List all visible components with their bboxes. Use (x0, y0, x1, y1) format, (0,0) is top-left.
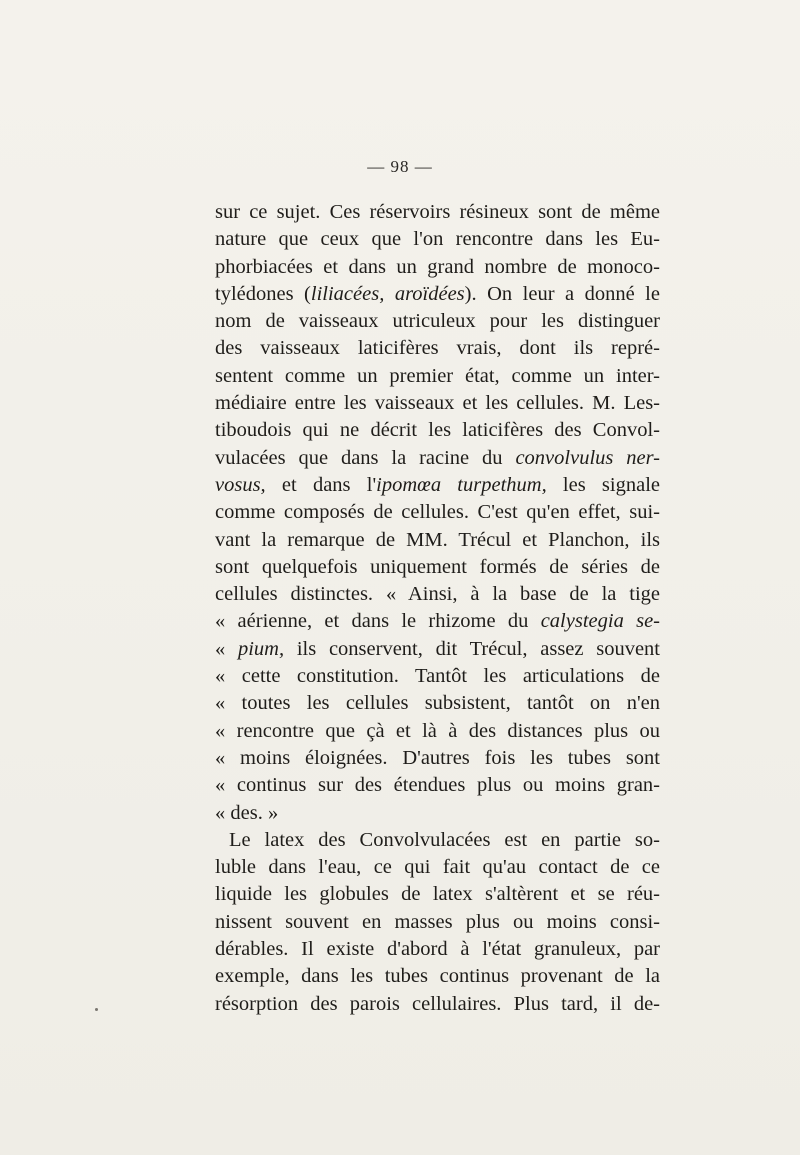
text-line-18: « cette constitution. Tantôt les articulations de (215, 665, 660, 688)
text-line-8: médiaire entre les vaisseaux et les cellules. M. Les- (215, 392, 660, 415)
italic-term: ipomœa turpethum, (376, 473, 547, 496)
text-line-26: liquide les globules de latex s'altèrent et se réu- (215, 883, 660, 906)
text-run: tylédones ( (215, 282, 311, 305)
text-line-6: des vaisseaux laticifères vrais, dont ils repré- (215, 337, 660, 360)
paper-speck (95, 1008, 98, 1011)
text-run: ils conservent, dit Trécul, assez souvent (284, 637, 660, 660)
italic-term: convolvulus ner- (515, 446, 660, 469)
text-line-3: phorbiacées et dans un grand nombre de monoco- (215, 255, 660, 278)
text-line-30: résorption des parois cellulaires. Plus tard, il de- (215, 992, 660, 1015)
italic-term: vosus, (215, 473, 266, 496)
text-line-28: dérables. Il existe d'abord à l'état granuleux, par (215, 938, 660, 961)
page-number: — 98 — (367, 157, 433, 176)
text-line-9: tiboudois qui ne décrit les laticifères des Convol- (215, 419, 660, 442)
text-line-23: « des. » (215, 801, 279, 824)
text-line-1: sur ce sujet. Ces réservoirs résineux sont de même (215, 201, 660, 223)
italic-term: pium, (237, 637, 285, 660)
text-line-2: nature que ceux que l'on rencontre dans les Eu- (215, 228, 660, 251)
text-line-13: vant la remarque de MM. Trécul et Planchon, ils (215, 528, 660, 551)
text-line-22: « continus sur des étendues plus ou moins gran- (215, 774, 660, 797)
text-line-25: luble dans l'eau, ce qui fait qu'au contact de ce (215, 856, 660, 879)
body-text (215, 199, 660, 1018)
text-line-24: Le latex des Convolvulacées est en partie so- (229, 828, 660, 851)
text-line-4 (215, 281, 660, 308)
text-line-14: sont quelquefois uniquement formés de séries de (215, 555, 660, 578)
text-line-15: cellules distinctes. « Ainsi, à la base de la tige (215, 583, 660, 606)
text-run: ). On leur a donné le (464, 282, 660, 305)
text-line-7: sentent comme un premier état, comme un inter- (215, 364, 660, 387)
text-line-10 (215, 445, 660, 472)
text-line-20: « rencontre que çà et là à des distances plus ou (215, 719, 660, 742)
text-run: les signale (546, 473, 660, 496)
text-line-19: « toutes les cellules subsistent, tantôt on n'en (215, 692, 660, 715)
text-line-27: nissent souvent en masses plus ou moins consi- (215, 910, 660, 933)
text-run: et dans l' (265, 473, 377, 496)
text-line-17 (215, 636, 660, 663)
text-line-11 (215, 472, 660, 499)
text-line-5: nom de vaisseaux utriculeux pour les distinguer (215, 310, 660, 333)
italic-term: calystegia se- (540, 610, 660, 633)
text-run: vulacées que dans la racine du (215, 446, 516, 469)
text-line-21: « moins éloignées. D'autres fois les tubes sont (215, 746, 660, 769)
text-line-16 (215, 608, 660, 635)
text-run: « (215, 637, 238, 660)
text-line-12: comme composés de cellules. C'est qu'en effet, sui- (215, 501, 660, 524)
italic-term: liliacées, aroïdées (310, 282, 465, 305)
text-line-29: exemple, dans les tubes continus provenant de la (215, 965, 660, 988)
text-run: « aérienne, et dans le rhizome du (215, 610, 541, 633)
